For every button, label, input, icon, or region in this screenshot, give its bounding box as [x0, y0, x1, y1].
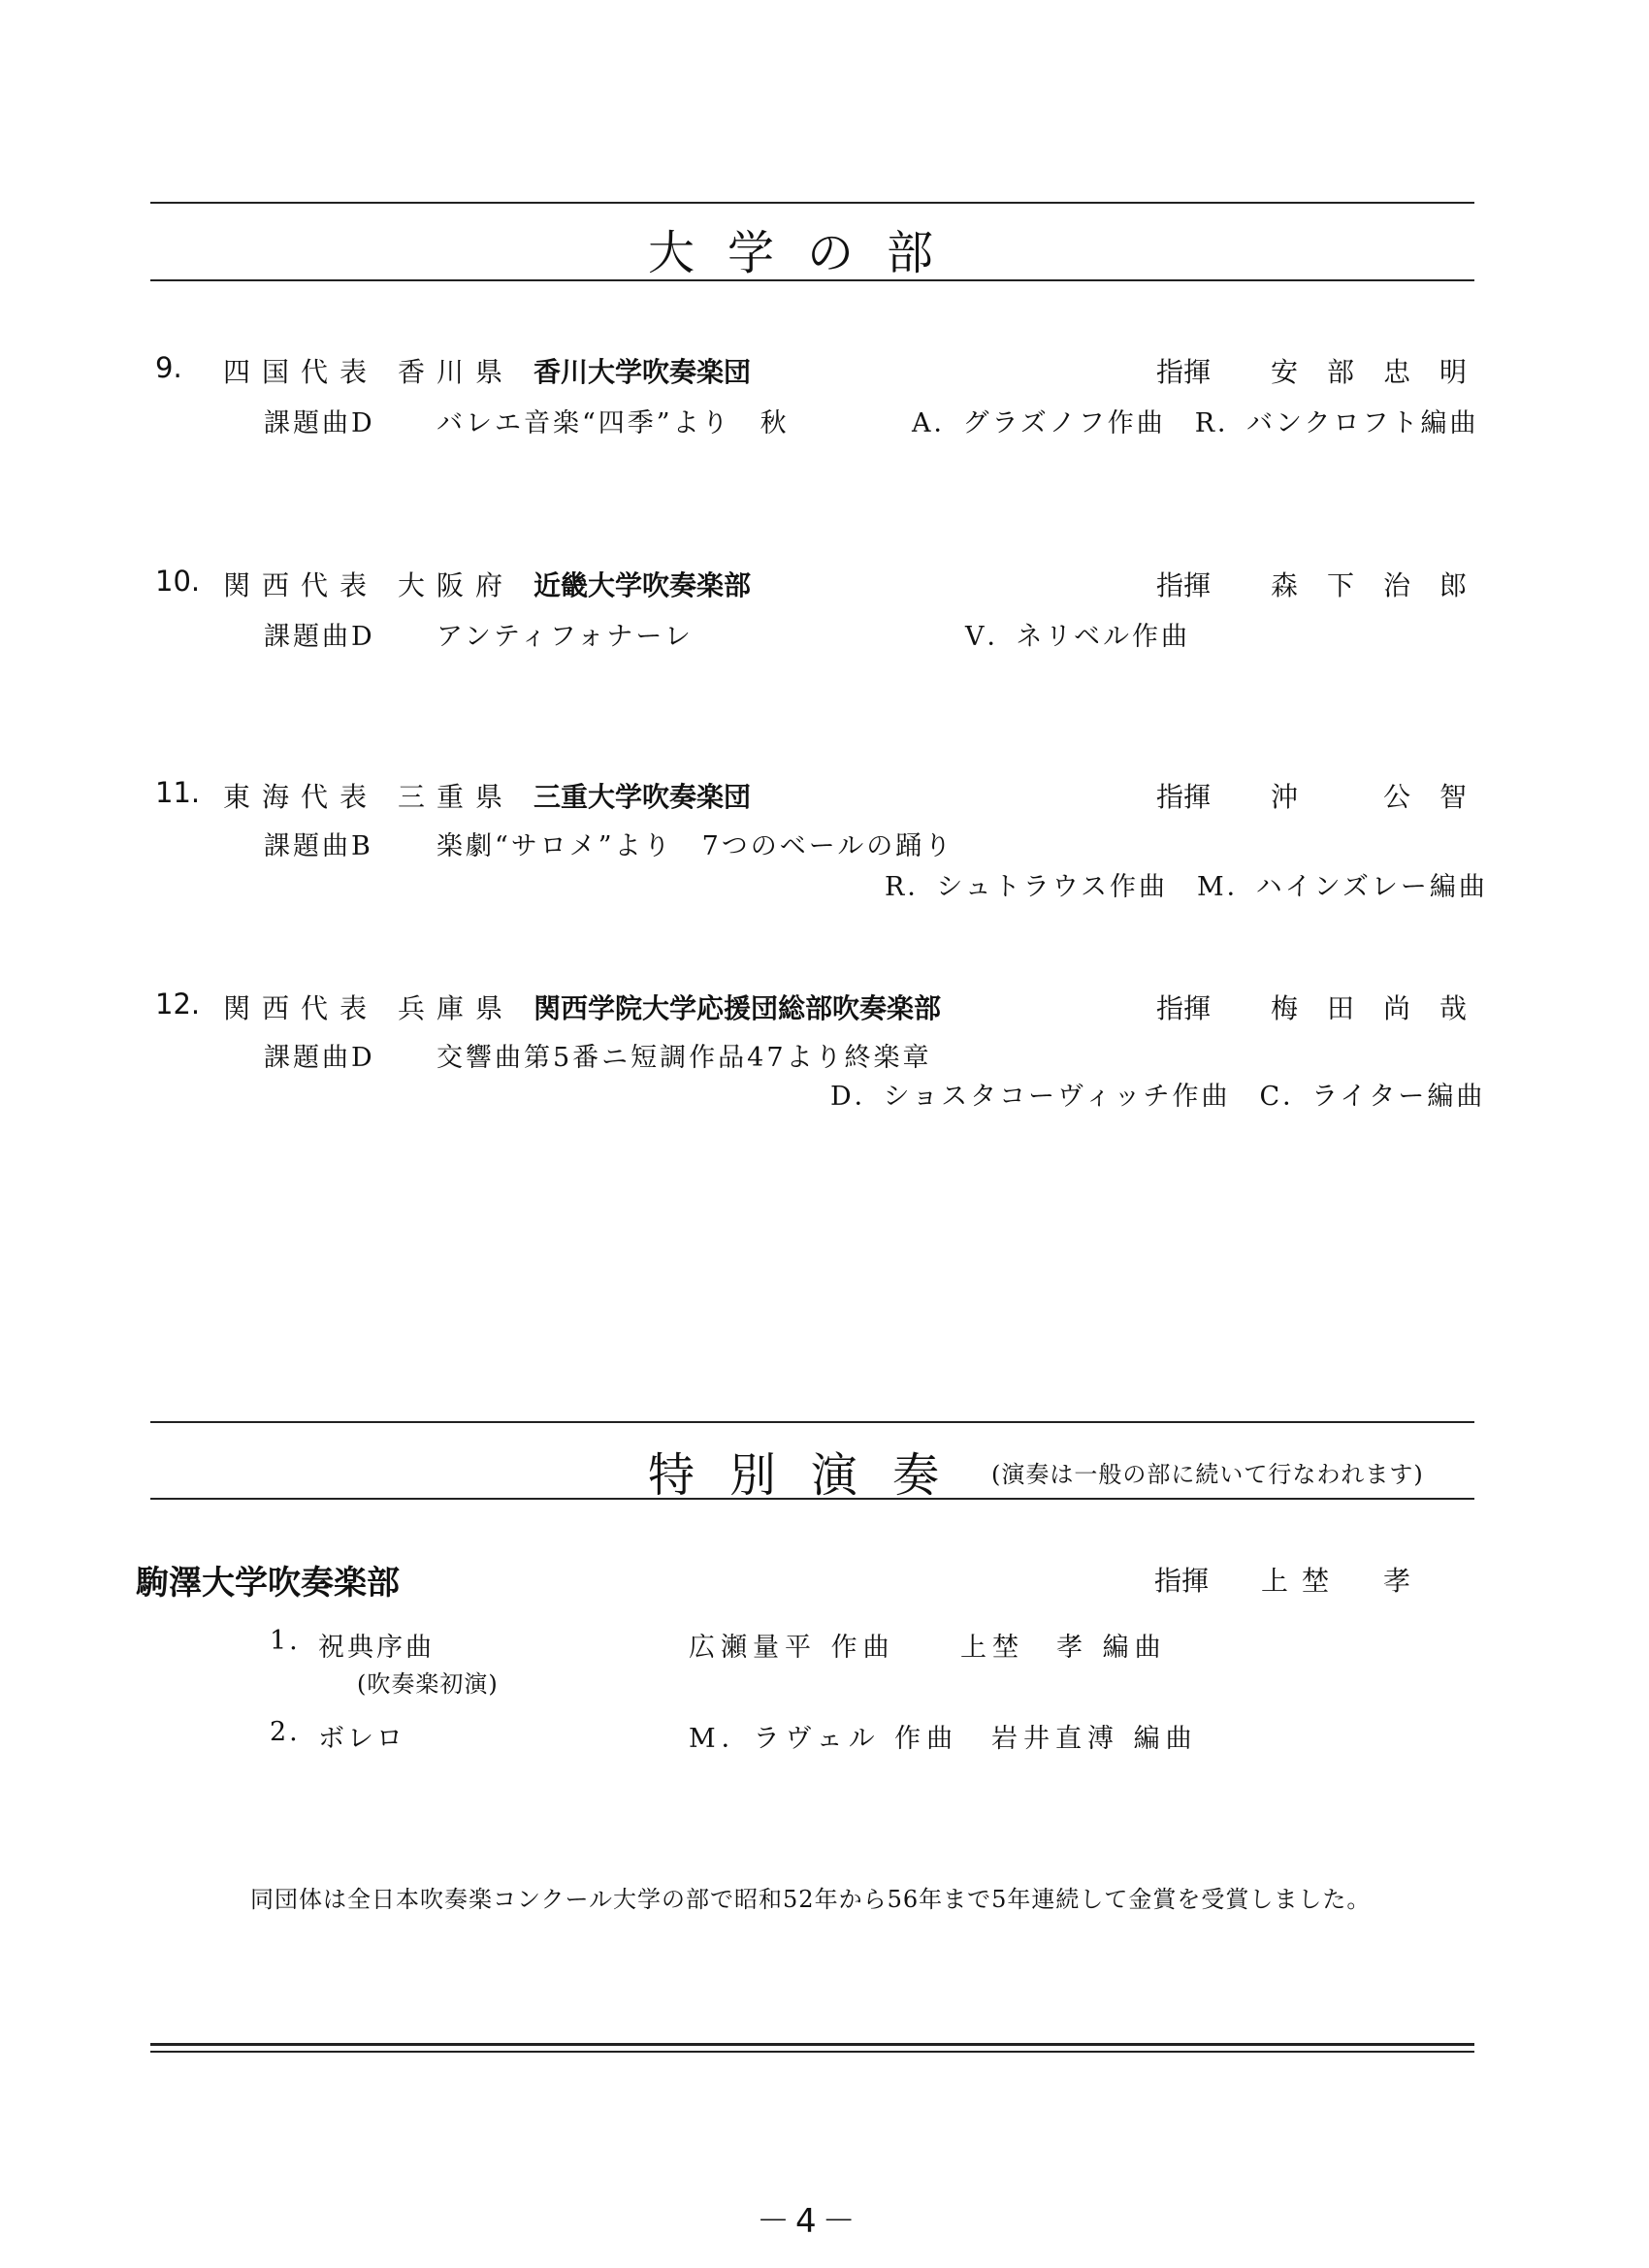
entry-region: 四国代表: [223, 356, 379, 388]
composer-credits: A．グラズノフ作曲 R．バンクロフト編曲: [912, 408, 1479, 438]
special-band-name: 駒澤大学吹奏楽部: [136, 1564, 400, 1603]
special-conductor-label: 指揮: [1154, 1565, 1210, 1597]
piece-subnote: (吹奏楽初演): [357, 1670, 499, 1698]
piece-composer: M．ラヴェル 作曲: [689, 1724, 959, 1754]
entry-number: 10.: [155, 565, 201, 598]
entry-number: 9.: [155, 351, 182, 384]
special-rule-1: [150, 1421, 1474, 1423]
entry-prefecture: 香川県: [398, 356, 515, 388]
composer-credits: R．シュトラウス作曲 M．ハインズレー編曲: [885, 872, 1488, 902]
special-rule-2: [150, 1498, 1474, 1500]
entry-prefecture: 大阪府: [398, 569, 515, 601]
conductor-name: 森下治郎: [1271, 569, 1497, 601]
bottom-rule-2: [150, 2051, 1474, 2053]
piece-arranger: 岩井直溥 編曲: [991, 1724, 1198, 1754]
conductor-label: 指揮: [1156, 992, 1212, 1024]
piece-title: ボレロ: [318, 1724, 405, 1754]
section-title-special: 特別演奏: [648, 1448, 975, 1503]
conductor-label: 指揮: [1156, 356, 1212, 388]
free-piece: 楽劇“サロメ”より 7つのベールの踊り: [436, 831, 954, 861]
entry-region: 関西代表: [223, 569, 379, 601]
piece-number: 1.: [270, 1626, 301, 1656]
test-piece: 課題曲D: [264, 622, 375, 652]
special-conductor-name: 上埜 孝: [1261, 1565, 1425, 1597]
entry-organization: 香川大学吹奏楽団: [534, 356, 752, 388]
conductor-label: 指揮: [1156, 569, 1212, 601]
entry-organization: 近畿大学吹奏楽部: [534, 569, 752, 601]
free-piece: アンティフォナーレ: [436, 622, 694, 652]
piece-composer: 広瀬量平 作曲: [689, 1633, 895, 1663]
conductor-name: 沖 公智: [1271, 781, 1497, 813]
conductor-name: 安部忠明: [1271, 356, 1497, 388]
page-number: －4－: [757, 2202, 861, 2241]
composer-credits: V．ネリベル作曲: [965, 622, 1190, 652]
entry-prefecture: 兵庫県: [398, 992, 515, 1024]
conductor-label: 指揮: [1156, 781, 1212, 813]
composer-credits: D．ショスタコーヴィッチ作曲 C．ライター編曲: [830, 1082, 1486, 1112]
bottom-rule-1: [150, 2043, 1474, 2046]
section-note: (演奏は一般の部に続いて行なわれます): [991, 1461, 1424, 1488]
test-piece: 課題曲D: [264, 408, 375, 438]
test-piece: 課題曲D: [264, 1043, 375, 1073]
entry-region: 東海代表: [223, 781, 379, 813]
entry-organization: 三重大学吹奏楽団: [534, 781, 752, 813]
entry-organization: 関西学院大学応援団総部吹奏楽部: [534, 992, 942, 1024]
piece-title: 祝典序曲: [318, 1633, 435, 1663]
entry-number: 11.: [155, 776, 201, 809]
free-piece: 交響曲第5番ニ短調作品47より終楽章: [436, 1043, 932, 1073]
top-rule-2: [150, 279, 1474, 281]
special-footnote: 同団体は全日本吹奏楽コンクール大学の部で昭和52年から56年まで5年連続して金賞を受賞しました。: [250, 1886, 1372, 1913]
piece-number: 2.: [270, 1717, 301, 1747]
free-piece: バレエ音楽“四季”より 秋: [436, 408, 790, 438]
conductor-name: 梅田尚哉: [1271, 992, 1497, 1024]
test-piece: 課題曲B: [264, 831, 373, 861]
entry-number: 12.: [155, 988, 201, 1021]
entry-prefecture: 三重県: [398, 781, 515, 813]
piece-arranger: 上埜 孝 編曲: [960, 1633, 1167, 1663]
section-title-university: 大学の部: [648, 226, 967, 280]
entry-region: 関西代表: [223, 992, 379, 1024]
top-rule-1: [150, 202, 1474, 204]
